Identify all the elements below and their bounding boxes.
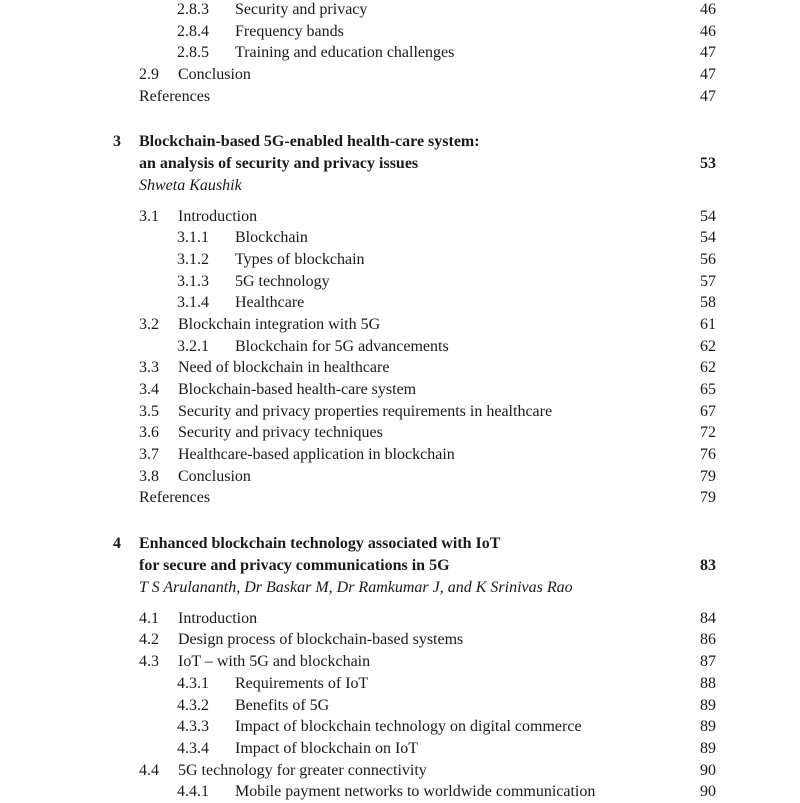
section-title: Design process of blockchain-based systems — [178, 631, 464, 648]
page-number: 47 — [700, 66, 716, 83]
toc-entry — [0, 422, 800, 444]
chapter-heading — [0, 153, 800, 175]
references-label: References — [139, 88, 211, 105]
section-number: 4.3 — [139, 653, 159, 670]
section-number: 4.3.1 — [177, 675, 209, 692]
toc-entry — [0, 444, 800, 466]
section-title: Mobile payment networks to worldwide communication — [235, 783, 596, 800]
section-number: 2.8.3 — [177, 1, 209, 18]
section-title: Security and privacy — [235, 1, 368, 18]
toc-entry — [0, 379, 800, 401]
section-number: 3.5 — [139, 403, 159, 420]
page-number: 84 — [700, 610, 716, 627]
section-number: 3.1.3 — [177, 273, 209, 290]
page-number: 79 — [700, 468, 716, 485]
page-number: 54 — [700, 229, 716, 246]
toc-entry — [0, 0, 800, 21]
page-number: 76 — [700, 446, 716, 463]
page-number: 89 — [700, 740, 716, 757]
section-title: Security and privacy properties requirements in healthcare — [178, 403, 553, 420]
section-number: 4.4 — [139, 762, 159, 779]
page-number: 89 — [700, 697, 716, 714]
toc-entry — [0, 487, 800, 509]
section-title: Introduction — [178, 610, 258, 627]
page-number: 72 — [700, 424, 716, 441]
toc-entry — [0, 651, 800, 673]
chapter-author — [0, 577, 800, 599]
toc-entry — [0, 760, 800, 782]
page-number: 57 — [700, 273, 716, 290]
page-number: 87 — [700, 653, 716, 670]
section-title: Blockchain-based health-care system — [178, 381, 417, 398]
references-label: References — [139, 489, 211, 506]
page-number: 62 — [700, 359, 716, 376]
section-number: 4.1 — [139, 610, 159, 627]
section-number: 2.9 — [139, 66, 159, 83]
page-number: 47 — [700, 88, 716, 105]
section-title: Frequency bands — [235, 23, 344, 40]
page-number: 79 — [700, 489, 716, 506]
section-title: Training and education challenges — [235, 44, 455, 61]
page-number: 61 — [700, 316, 716, 333]
section-number: 3.6 — [139, 424, 159, 441]
section-title: Blockchain — [235, 229, 308, 246]
page-number: 90 — [700, 762, 716, 779]
author-names: Shweta Kaushik — [139, 177, 242, 194]
page-number: 62 — [700, 338, 716, 355]
section-title: Healthcare — [235, 294, 305, 311]
section-title: Security and privacy techniques — [178, 424, 383, 441]
section-number: 3.8 — [139, 468, 159, 485]
section-title: IoT – with 5G and blockchain — [178, 653, 371, 670]
toc-entry — [0, 629, 800, 651]
section-title: Requirements of IoT — [235, 675, 369, 692]
toc-entry — [0, 695, 800, 717]
section-number: 4.3.3 — [177, 718, 209, 735]
author-names: T S Arulananth, Dr Baskar M, Dr Ramkumar J, and K Srinivas Rao — [139, 579, 573, 596]
section-title: Conclusion — [178, 468, 251, 485]
section-number: 4.2 — [139, 631, 159, 648]
toc-entry — [0, 271, 800, 293]
section-title: Healthcare-based application in blockchain — [178, 446, 455, 463]
page-number: 54 — [700, 208, 716, 225]
page-number: 65 — [700, 381, 716, 398]
page-number: 56 — [700, 251, 716, 268]
chapter-title: Enhanced blockchain technology associated with IoT — [139, 535, 501, 552]
section-number: 4.3.2 — [177, 697, 209, 714]
toc-entry — [0, 64, 800, 86]
page-number: 47 — [700, 44, 716, 61]
toc-entry — [0, 227, 800, 249]
section-number: 3.1 — [139, 208, 159, 225]
section-title: Types of blockchain — [235, 251, 365, 268]
section-title: Introduction — [178, 208, 258, 225]
page-number: 67 — [700, 403, 716, 420]
section-title: Need of blockchain in healthcare — [178, 359, 390, 376]
section-number: 3.2 — [139, 316, 159, 333]
section-number: 3.2.1 — [177, 338, 209, 355]
page-number: 46 — [700, 23, 716, 40]
section-number: 3.1.2 — [177, 251, 209, 268]
page-number: 83 — [700, 557, 716, 574]
toc-entry — [0, 738, 800, 760]
section-title: Impact of blockchain on IoT — [235, 740, 419, 757]
toc-entry — [0, 86, 800, 108]
toc-entry — [0, 292, 800, 314]
section-title: Impact of blockchain technology on digital commerce — [235, 718, 582, 735]
section-number: 3.7 — [139, 446, 159, 463]
section-number: 3.1.4 — [177, 294, 209, 311]
chapter-title: for secure and privacy communications in 5G — [139, 557, 450, 574]
page-number: 86 — [700, 631, 716, 648]
toc-entry — [0, 716, 800, 738]
section-title: Conclusion — [178, 66, 251, 83]
page-number: 90 — [700, 783, 716, 800]
page-number: 89 — [700, 718, 716, 735]
section-title: 5G technology — [235, 273, 330, 290]
toc-entry — [0, 314, 800, 336]
section-number: 3.1.1 — [177, 229, 209, 246]
toc-entry — [0, 336, 800, 358]
page-number: 88 — [700, 675, 716, 692]
chapter-number: 3 — [113, 133, 121, 150]
toc-entry — [0, 357, 800, 379]
chapter-author — [0, 175, 800, 197]
page-number: 53 — [700, 155, 716, 172]
section-number: 4.4.1 — [177, 783, 209, 800]
toc-entry — [0, 608, 800, 630]
section-number: 2.8.4 — [177, 23, 209, 40]
chapter-heading — [0, 555, 800, 577]
toc-entry — [0, 673, 800, 695]
chapter-number: 4 — [113, 535, 121, 552]
chapter-heading — [0, 533, 800, 555]
section-title: Benefits of 5G — [235, 697, 330, 714]
page-number: 46 — [700, 1, 716, 18]
toc-entry — [0, 42, 800, 64]
section-title: 5G technology for greater connectivity — [178, 762, 427, 779]
page-number: 58 — [700, 294, 716, 311]
section-number: 2.8.5 — [177, 44, 209, 61]
section-title: Blockchain for 5G advancements — [235, 338, 449, 355]
section-number: 3.4 — [139, 381, 159, 398]
chapter-heading — [0, 131, 800, 153]
section-title: Blockchain integration with 5G — [178, 316, 381, 333]
toc-entry — [0, 21, 800, 43]
toc-entry — [0, 249, 800, 271]
chapter-title: an analysis of security and privacy issues — [139, 155, 419, 172]
toc-entry — [0, 466, 800, 488]
chapter-title: Blockchain-based 5G-enabled health-care system: — [139, 133, 480, 150]
section-number: 3.3 — [139, 359, 159, 376]
toc-entry — [0, 401, 800, 423]
toc-entry — [0, 206, 800, 228]
section-number: 4.3.4 — [177, 740, 209, 757]
